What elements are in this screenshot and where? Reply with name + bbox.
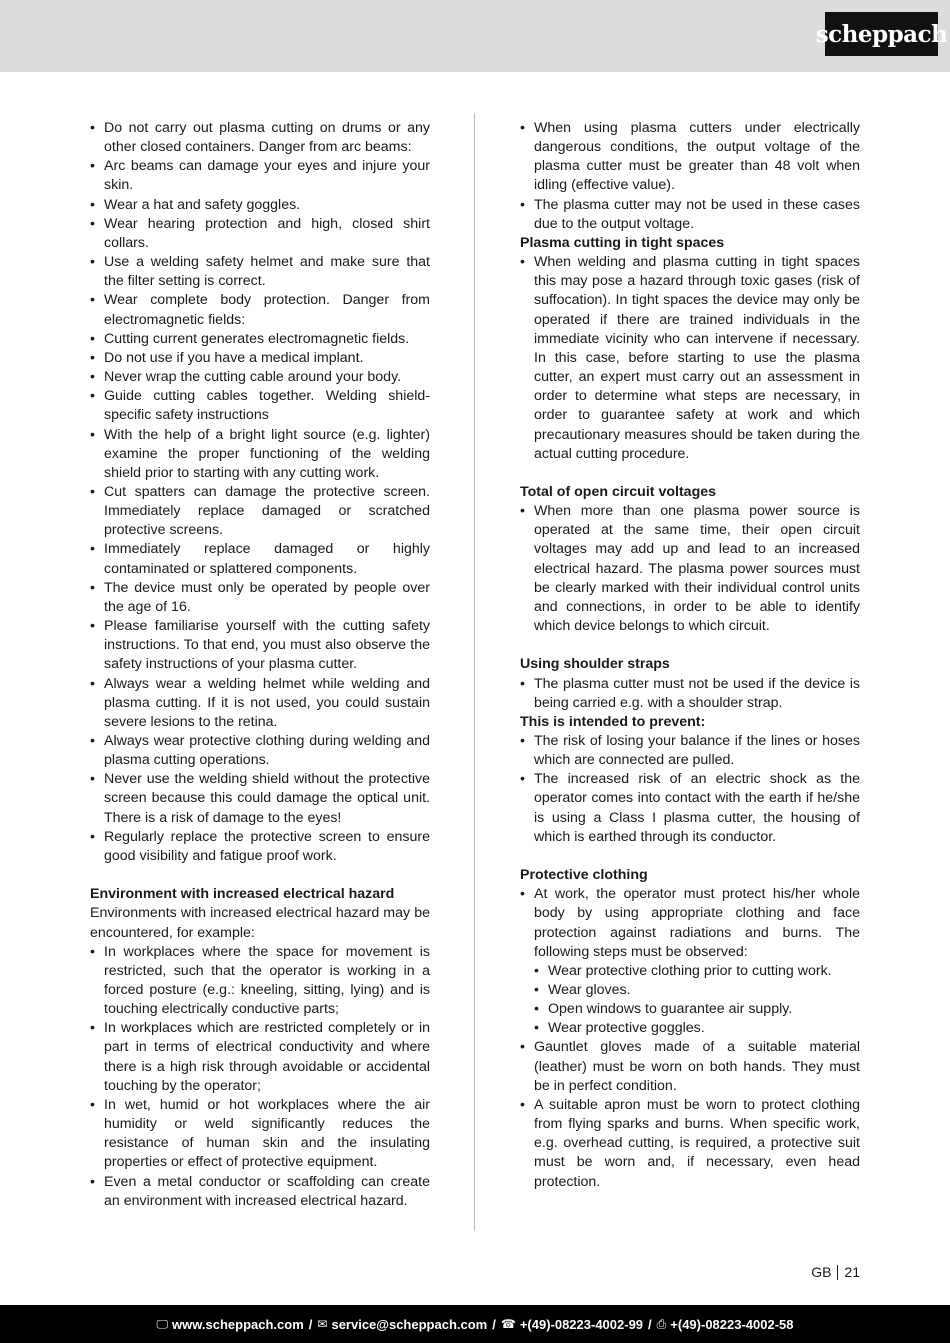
safety-list: [90, 119, 430, 866]
footer-separator: /: [492, 1316, 496, 1332]
computer-icon: 🖵: [156, 1316, 169, 1331]
list-item: • Wear a hat and safety goggles.: [90, 196, 430, 215]
protective-clothing-list: [520, 885, 860, 962]
list-item: • When more than one plasma power source is operated at the same time, their open circuit voltages may add up and lead to an increased electrical hazard. The plasma power sources must be clearly marked with their individual control units and connections, in order to be able to identify which device belongs to which circuit.: [520, 502, 860, 636]
protective-clothing-sublist: [520, 962, 860, 1039]
right-column: [520, 119, 860, 1192]
open-circuit-list: [520, 502, 860, 636]
list-item: • Do not use if you have a medical implant.: [90, 349, 430, 368]
footer-phone: +(49)-08223-4002-99: [519, 1316, 644, 1332]
heading-protective-clothing: Protective clothing: [520, 867, 648, 884]
fax-icon: ⎙: [656, 1316, 667, 1331]
list-item: • A suitable apron must be worn to protect clothing from flying sparks and burns. When specific work, e.g. overhead cutting, is required, a protective suit must be worn and, if necessary, even head protection.: [520, 1096, 860, 1192]
footer-bar: [0, 1305, 950, 1343]
shoulder-straps-list: [520, 675, 860, 713]
prevent-list: [520, 732, 860, 847]
list-item: • Gauntlet gloves made of a suitable material (leather) must be worn on both hands. They must be in perfect condition.: [520, 1038, 860, 1095]
list-item: • Immediately replace damaged or highly contaminated or splattered components.: [90, 540, 430, 578]
voltage-list: [520, 119, 860, 234]
list-item: • Do not carry out plasma cutting on drums or any other closed containers. Danger from arc beams:: [90, 119, 430, 157]
list-item: • Please familiarise yourself with the cutting safety instructions. To that end, you must also observe the safety instructions of your plasma cutter.: [90, 617, 430, 674]
list-item: • The plasma cutter must not be used if the device is being carried e.g. with a shoulder strap.: [520, 675, 860, 713]
page-number: [811, 1264, 860, 1280]
list-item: • Always wear protective clothing during welding and plasma cutting operations.: [90, 732, 430, 770]
list-item: • Wear hearing protection and high, closed shirt collars.: [90, 215, 430, 253]
tight-spaces-list: [520, 253, 860, 464]
heading-shoulder-straps: Using shoulder straps: [520, 656, 670, 673]
list-item: • When using plasma cutters under electrically dangerous conditions, the output voltage of the plasma cutter must be greater than 48 volt when idling (effective value).: [520, 119, 860, 196]
list-item: • With the help of a bright light source (e.g. lighter) examine the proper functioning of the welding shield prior to starting with any cutting work.: [90, 426, 430, 483]
page-number-value: 21: [844, 1264, 860, 1280]
left-column: [90, 119, 430, 1211]
list-item: • The plasma cutter may not be used in these cases due to the output voltage.: [520, 196, 860, 234]
heading-open-circuit-voltages: Total of open circuit voltages: [520, 483, 717, 500]
list-item: • In workplaces which are restricted completely or in part in terms of electrical conductivity and where there is a high risk through avoidable or accidental touching by the operator;: [90, 1019, 430, 1096]
list-item: • The risk of losing your balance if the lines or hoses which are connected are pulled.: [520, 732, 860, 770]
list-item: • Cutting current generates electromagnetic fields.: [90, 330, 430, 349]
list-item: • Open windows to guarantee air supply.: [534, 1000, 860, 1019]
list-item: • Even a metal conductor or scaffolding can create an environment with increased electrical hazard.: [90, 1173, 430, 1211]
list-item: • Cut spatters can damage the protective screen. Immediately replace damaged or scratched protective screens.: [90, 483, 430, 540]
heading-prevent: This is intended to prevent:: [520, 713, 706, 730]
footer-email-link[interactable]: service@scheppach.com: [331, 1316, 488, 1332]
list-item: • The device must only be operated by people over the age of 16.: [90, 579, 430, 617]
list-item: • Wear complete body protection. Danger from electromagnetic fields:: [90, 291, 430, 329]
list-item: • Wear protective goggles.: [534, 1019, 860, 1038]
list-item: • Use a welding safety helmet and make sure that the filter setting is correct.: [90, 253, 430, 291]
list-item: • Arc beams can damage your eyes and injure your skin.: [90, 157, 430, 195]
environment-list: [90, 943, 430, 1211]
list-item: • Regularly replace the protective screen to ensure good visibility and fatigue proof work.: [90, 828, 430, 866]
list-item: • Never use the welding shield without the protective screen because this could damage the optical unit. There is a risk of damage to the eyes!: [90, 770, 430, 827]
list-item: • At work, the operator must protect his/her whole body by using appropriate clothing and face protection against radiations and burns. The following steps must be observed:: [520, 885, 860, 962]
list-item: • Always wear a welding helmet while welding and plasma cutting. If it is not used, you could sustain severe lesions to the retina.: [90, 675, 430, 732]
brand-logo: scheppach: [825, 12, 938, 56]
footer-fax: +(49)-08223-4002-58: [670, 1316, 794, 1332]
footer-separator: /: [648, 1316, 652, 1332]
protective-clothing-list-continued: [520, 1038, 860, 1191]
list-item: • Guide cutting cables together. Welding shield-specific safety instructions: [90, 387, 430, 425]
column-divider: [474, 113, 475, 1231]
language-code: GB: [811, 1264, 832, 1280]
environment-intro: Environments with increased electrical hazard may be encountered, for example:: [90, 905, 430, 941]
footer-website-link[interactable]: www.scheppach.com: [172, 1316, 304, 1332]
list-item: • Wear gloves.: [534, 981, 860, 1000]
list-item: • In wet, humid or hot workplaces where the air humidity or weld significantly reduces the resistance of human skin and the insulating properties or effect of protective equipment.: [90, 1096, 430, 1173]
list-item: • Wear protective clothing prior to cutting work.: [534, 962, 860, 981]
header-band: [0, 0, 950, 72]
list-item: • The increased risk of an electric shock as the operator comes into contact with the earth if he/she is using a Class I plasma cutter, the housing of which is earthed through its conductor.: [520, 770, 860, 847]
heading-tight-spaces: Plasma cutting in tight spaces: [520, 234, 725, 251]
mail-icon: ✉: [317, 1317, 328, 1331]
phone-icon: ☎: [500, 1317, 516, 1331]
list-item: • In workplaces where the space for movement is restricted, such that the operator is working in a forced posture (e.g.: kneeling, sitting, lying) and is touching electrically conductive parts;: [90, 943, 430, 1020]
page-number-separator: [837, 1265, 838, 1280]
list-item: • When welding and plasma cutting in tight spaces this may pose a hazard through toxic gases (risk of suffocation). In tight spaces the device may only be operated if there are trained individuals in the immediate vicinity who can intervene if necessary. In this case, before starting to use the plasma cutter, an expert must carry out an assessment in order to determine what steps are necessary, in order to guarantee safety at work and which precautionary measures should be taken during the actual cutting procedure.: [520, 253, 860, 464]
heading-environment: Environment with increased electrical hazard: [90, 886, 395, 903]
footer-separator: /: [308, 1316, 313, 1332]
list-item: • Never wrap the cutting cable around your body.: [90, 368, 430, 387]
